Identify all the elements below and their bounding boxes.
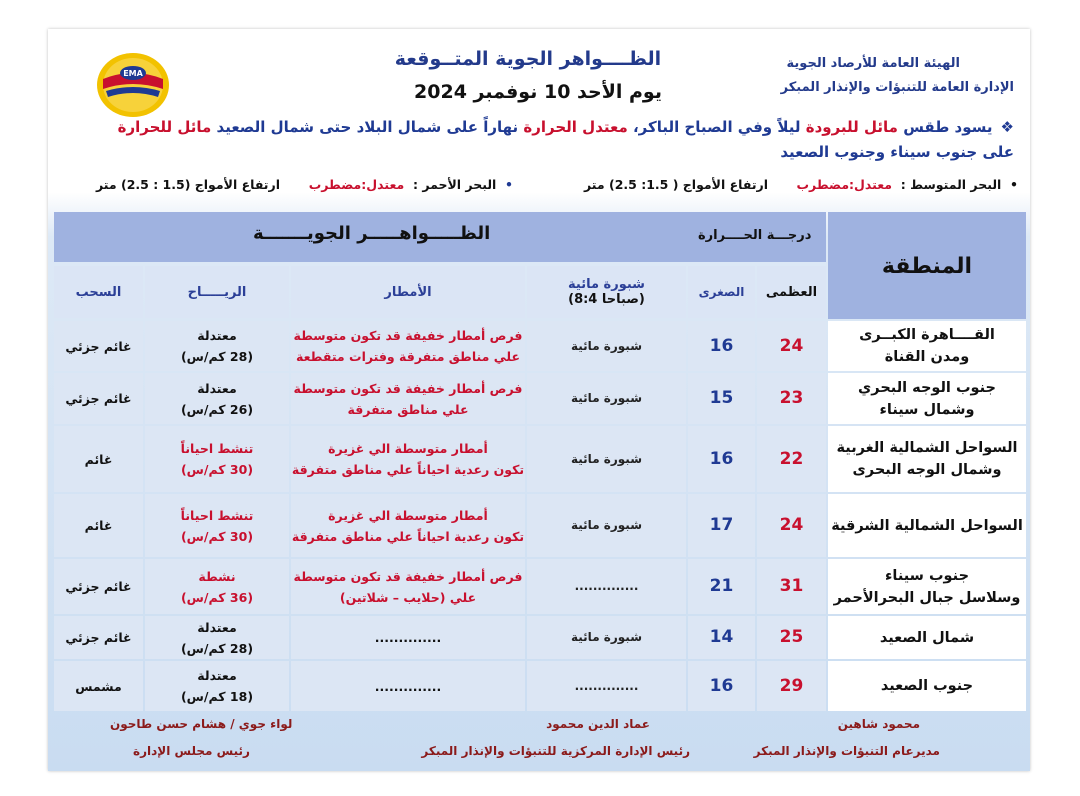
rain: أمطار متوسطة الي غزيرة تكون رعدية احياناً علي مناطق متفرقة	[291, 494, 525, 557]
rain: أمطار متوسطة الي غزيرة تكون رعدية احياناً علي مناطق متفرقة	[291, 426, 525, 492]
min-temp: 17	[688, 494, 755, 557]
diamond-bullet-icon: ❖	[1000, 118, 1014, 136]
sea-state-line	[58, 177, 1018, 199]
wind: نشطة (36 كم/س)	[145, 559, 289, 614]
clouds: غائم	[54, 494, 143, 557]
wind: تنشط احياناً (30 كم/س)	[145, 426, 289, 492]
fog: شبورة مائية	[527, 321, 686, 371]
temperature-header: درجـــة الحــــرارة	[698, 228, 812, 243]
rain: فرص أمطار خفيفة قد تكون متوسطة علي مناطق متفرقة وفترات متقطعة	[291, 321, 525, 371]
fog: شبورة مائية	[527, 494, 686, 557]
signatory-2-name: عماد الدين محمود	[546, 717, 650, 731]
wind: معتدلة (18 كم/س)	[145, 661, 289, 711]
red-sea-state: • البحر الأحمر : معتدل:مضطرب	[308, 177, 513, 192]
col-clouds-header: السحب	[54, 266, 143, 318]
min-temp: 16	[688, 426, 755, 492]
max-temp: 24	[757, 494, 826, 557]
svg-text:EMA: EMA	[123, 69, 143, 78]
fog: شبورة مائية	[527, 426, 686, 492]
table-row-region: السواحل الشمالية الغربية وشمال الوجه البحرى	[828, 426, 1026, 492]
bullet-icon: •	[1001, 177, 1018, 192]
forecast-sheet	[48, 29, 1030, 771]
max-temp: 29	[757, 661, 826, 711]
table-row-region: القــــاهرة الكبــرى ومدن القناة	[828, 321, 1026, 371]
ema-logo	[94, 49, 172, 119]
clouds: غائم جزئي	[54, 321, 143, 371]
fog: ..............	[527, 559, 686, 614]
col-fog-header: شبورة مائية (8:4 صباحا)	[527, 266, 686, 318]
clouds: مشمس	[54, 661, 143, 711]
table-row-region: شمال الصعيد	[828, 616, 1026, 659]
col-min-header: الصغرى	[688, 266, 755, 318]
min-temp: 16	[688, 321, 755, 371]
signatory-1-title: مديرعام التنبؤات والإنذار المبكر	[753, 744, 940, 758]
signatory-2-title: رئيس الإدارة المركزية للتنبؤات والإنذار المبكر	[421, 744, 690, 758]
phenomena-header: الظـــــواهـــــر الجويـــــــة	[253, 223, 491, 244]
clouds: غائم	[54, 426, 143, 492]
col-rain-header: الأمطار	[291, 266, 525, 318]
min-temp: 21	[688, 559, 755, 614]
bullet-icon: •	[496, 177, 513, 192]
max-temp: 31	[757, 559, 826, 614]
min-temp: 14	[688, 616, 755, 659]
clouds: غائم جزئي	[54, 373, 143, 424]
page-title: الظــــواهر الجوية المتــوقعة	[394, 48, 662, 70]
rain: ..............	[291, 661, 525, 711]
mediterranean-waves: ارتفاع الأمواج ( 1.5: 2.5) متر	[584, 177, 768, 192]
table-row-region: جنوب الوجه البحري وشمال سيناء	[828, 373, 1026, 424]
table-row-region: جنوب الصعيد	[828, 661, 1026, 711]
wind: معتدلة (26 كم/س)	[145, 373, 289, 424]
wind: معتدلة (28 كم/س)	[145, 321, 289, 371]
red-sea-waves: ارتفاع الأمواج (1.5 : 2.5) متر	[96, 177, 280, 192]
rain: فرص أمطار خفيفة قد تكون متوسطة علي مناطق متفرقة	[291, 373, 525, 424]
min-temp: 15	[688, 373, 755, 424]
region-column-header: المنطقة	[828, 212, 1026, 319]
max-temp: 24	[757, 321, 826, 371]
fog: شبورة مائية	[527, 373, 686, 424]
max-temp: 23	[757, 373, 826, 424]
signatory-3-name: لواء جوي / هشام حسن طاحون	[110, 717, 293, 731]
col-wind-header: الريـــــاح	[145, 266, 289, 318]
wind: تنشط احياناً (30 كم/س)	[145, 494, 289, 557]
department-name: الإدارة العامة للتنبؤات والإنذار المبكر	[780, 80, 1014, 95]
max-temp: 25	[757, 616, 826, 659]
rain: ..............	[291, 616, 525, 659]
signatory-1-name: محمود شاهين	[837, 717, 920, 731]
min-temp: 16	[688, 661, 755, 711]
table-row-region: السواحل الشمالية الشرقية	[828, 494, 1026, 557]
signatory-3-title: رئيس مجلس الإدارة	[133, 744, 250, 758]
weather-summary: ❖يسود طقس مائل للبرودة ليلاً وفي الصباح الباكر، معتدل الحرارة نهاراً على شمال البلاد حتى شمال الصعيد مائل للحرارة على جنوب سيناء وجنوب الصعيد	[117, 118, 1014, 161]
fog: شبورة مائية	[527, 616, 686, 659]
wind: معتدلة (28 كم/س)	[145, 616, 289, 659]
col-max-header: العظمى	[757, 266, 826, 318]
fog: ..............	[527, 661, 686, 711]
clouds: غائم جزئي	[54, 559, 143, 614]
table-row-region: جنوب سيناء وسلاسل جبال البحرالأحمر	[828, 559, 1026, 614]
clouds: غائم جزئي	[54, 616, 143, 659]
max-temp: 22	[757, 426, 826, 492]
forecast-date: يوم الأحد 10 نوفمبر 2024	[414, 81, 662, 103]
rain: فرص أمطار خفيفة قد تكون متوسطة علي (حلايب – شلاتين)	[291, 559, 525, 614]
mediterranean-state: • البحر المتوسط : معتدل:مضطرب	[796, 177, 1018, 192]
org-name: الهيئة العامة للأرصاد الجوية	[786, 56, 960, 71]
